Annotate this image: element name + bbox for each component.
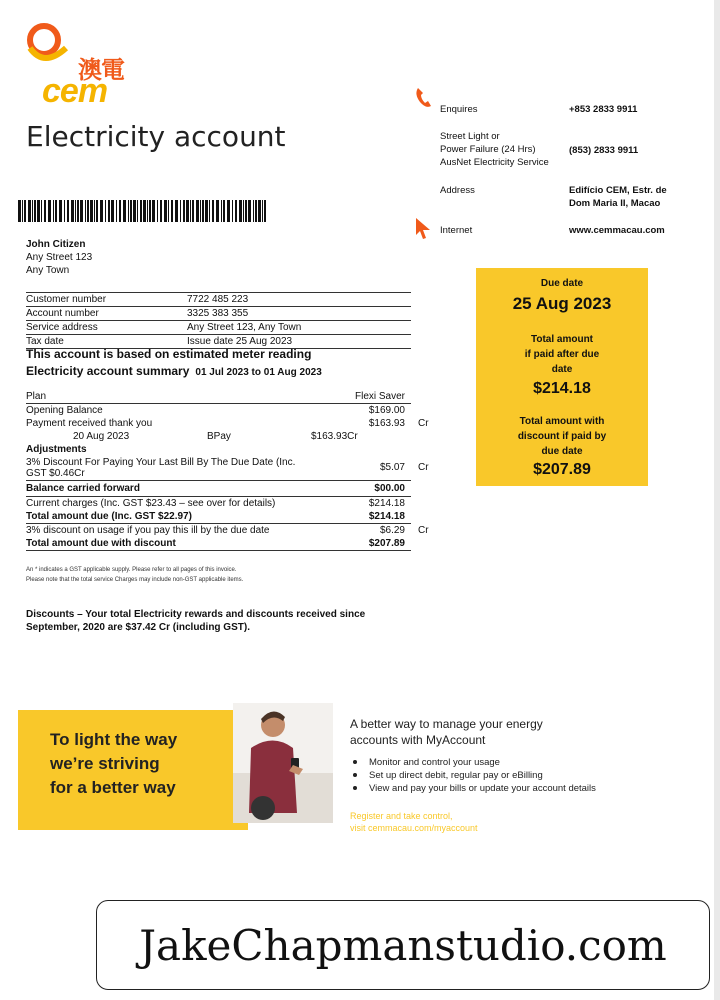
page-title: Electricity account <box>26 120 286 153</box>
row-value: $6.29 <box>379 525 405 536</box>
street-label: Street Light or <box>440 131 500 142</box>
slogan-line: To light the way <box>50 730 178 749</box>
summary-period: 01 Jul 2023 to 01 Aug 2023 <box>195 367 322 378</box>
row-label: Adjustments <box>26 444 87 455</box>
info-row <box>26 292 411 307</box>
phone-icon <box>414 86 434 110</box>
person-with-phone-photo <box>233 703 333 823</box>
footnote: An * indicates a GST applicable supply. Please refer to all pages of this invoice. <box>26 567 237 573</box>
bullet-text: Set up direct debit, regular pay or eBilling <box>369 770 543 781</box>
row-value: $214.18 <box>368 498 405 509</box>
customer-town: Any Town <box>26 265 70 276</box>
register-link[interactable]: visit cemmacau.com/myaccount <box>350 823 478 833</box>
logo-chinese-text: 澳電 <box>78 55 124 84</box>
row-value: Flexi Saver <box>354 391 405 402</box>
info-label: Account number <box>26 308 99 319</box>
row-label: Payment received thank you <box>26 418 153 429</box>
table-row <box>26 417 429 430</box>
row-value: $169.00 <box>368 405 405 416</box>
address-value: Dom Maria II, Macao <box>569 198 661 209</box>
table-row <box>26 510 411 524</box>
row-label: Balance carried forward <box>26 483 140 494</box>
account-info-table <box>26 292 411 349</box>
credit-marker: Cr <box>418 525 429 536</box>
register-call-to-action[interactable] <box>350 810 478 834</box>
due-label: Due date <box>540 278 584 289</box>
due-date: 25 Aug 2023 <box>512 294 612 313</box>
cursor-icon <box>414 216 432 242</box>
table-row <box>26 524 429 537</box>
customer-address <box>26 238 92 277</box>
estimated-notice: This account is based on estimated meter reading <box>26 347 312 361</box>
enquires-label: Enquires <box>440 104 478 115</box>
credit-marker: Cr <box>418 462 429 473</box>
promo-heading <box>350 716 543 748</box>
payment-date: 20 Aug 2023 <box>73 431 130 442</box>
amount-after-due: $214.18 <box>533 380 591 397</box>
amount-after-label: date <box>551 364 573 375</box>
register-line: Register and take control, <box>350 811 453 821</box>
row-value: $207.89 <box>368 538 405 549</box>
enquires-phone[interactable]: +853 2833 9911 <box>569 104 638 115</box>
row-value: $00.00 <box>374 483 405 494</box>
banner-slogan <box>50 728 177 800</box>
info-label: Service address <box>26 322 98 333</box>
customer-name: John Citizen <box>26 239 86 250</box>
discounts-note: Discounts – Your total Electricity rewards and discounts received since September, 2020 are $37.42 Cr (including GST). <box>26 609 366 633</box>
summary-title: Electricity account summary <box>26 364 190 378</box>
info-label: Tax date <box>26 336 64 347</box>
bullet-icon <box>353 760 357 764</box>
street-label: AusNet Electricity Service <box>440 157 549 168</box>
bullet-icon <box>353 786 357 790</box>
info-value: 3325 383 355 <box>187 308 249 319</box>
account-summary-table <box>26 390 429 551</box>
row-label: Plan <box>26 391 47 402</box>
table-row <box>26 443 411 456</box>
row-label: 3% Discount For Paying Your Last Bill By The Due Date (Inc. <box>26 457 296 468</box>
row-label: Total amount due with discount <box>26 538 176 549</box>
table-row <box>26 537 411 551</box>
amount-discount-label: discount if paid by <box>517 431 607 442</box>
info-row <box>26 307 411 321</box>
slogan-line: for a better way <box>50 778 176 797</box>
slogan-line: we’re striving <box>50 754 160 773</box>
info-value: Issue date 25 Aug 2023 <box>187 336 293 347</box>
info-label: Customer number <box>26 294 107 305</box>
payment-amount: $163.93Cr <box>311 431 358 442</box>
barcode <box>18 200 270 222</box>
row-label: Opening Balance <box>26 405 103 416</box>
row-value: $163.93 <box>368 418 405 429</box>
row-value: $214.18 <box>368 511 405 522</box>
table-row <box>26 390 411 404</box>
address-label: Address <box>440 185 475 196</box>
page-edge <box>714 0 720 1000</box>
summary-heading <box>26 364 322 378</box>
amount-with-discount: $207.89 <box>533 461 591 478</box>
row-label: Total amount due (Inc. GST $22.97) <box>26 511 192 522</box>
promo-bullet <box>353 769 543 782</box>
table-row <box>26 404 411 417</box>
customer-street: Any Street 123 <box>26 252 93 263</box>
row-label: GST $0.46Cr <box>26 468 85 479</box>
credit-marker: Cr <box>418 418 429 429</box>
amount-discount-label: due date <box>541 446 583 457</box>
amount-after-label: if paid after due <box>524 349 600 360</box>
bullet-text: Monitor and control your usage <box>369 757 500 768</box>
promo-heading-line: accounts with MyAccount <box>350 733 486 747</box>
promo-bullet <box>353 756 500 769</box>
internet-label: Internet <box>440 225 473 236</box>
table-row <box>26 481 411 497</box>
table-row <box>26 497 411 510</box>
bullet-text: View and pay your bills or update your account details <box>369 783 596 794</box>
bullet-icon <box>353 773 357 777</box>
due-date-box <box>476 268 648 486</box>
row-value: $5.07 <box>379 462 405 473</box>
promo-bullet <box>353 782 596 795</box>
website-link[interactable]: www.cemmacau.com <box>569 225 665 236</box>
info-row <box>26 321 411 335</box>
amount-after-label: Total amount <box>530 334 594 345</box>
footnotes <box>26 565 243 585</box>
watermark: JakeChapmanstudio.com <box>96 900 710 990</box>
logo-cem-text: cem <box>42 72 108 110</box>
row-label: Current charges (Inc. GST $23.43 – see over for details) <box>26 498 276 509</box>
address-value: Edifício CEM, Estr. de <box>569 185 667 196</box>
fault-phone[interactable]: (853) 2833 9911 <box>569 145 639 156</box>
info-value: Any Street 123, Any Town <box>187 322 302 333</box>
amount-discount-label: Total amount with <box>519 416 605 427</box>
row-label: 3% discount on usage if you pay this ill by the due date <box>26 525 270 536</box>
street-label: Power Failure (24 Hrs) <box>440 144 536 155</box>
promo-heading-line: A better way to manage your energy <box>350 717 543 731</box>
table-row <box>26 430 411 443</box>
payment-method: BPay <box>207 431 231 442</box>
footnote: Please note that the total service Charges may include non-GST applicable items. <box>26 577 244 583</box>
info-value: 7722 485 223 <box>187 294 249 305</box>
